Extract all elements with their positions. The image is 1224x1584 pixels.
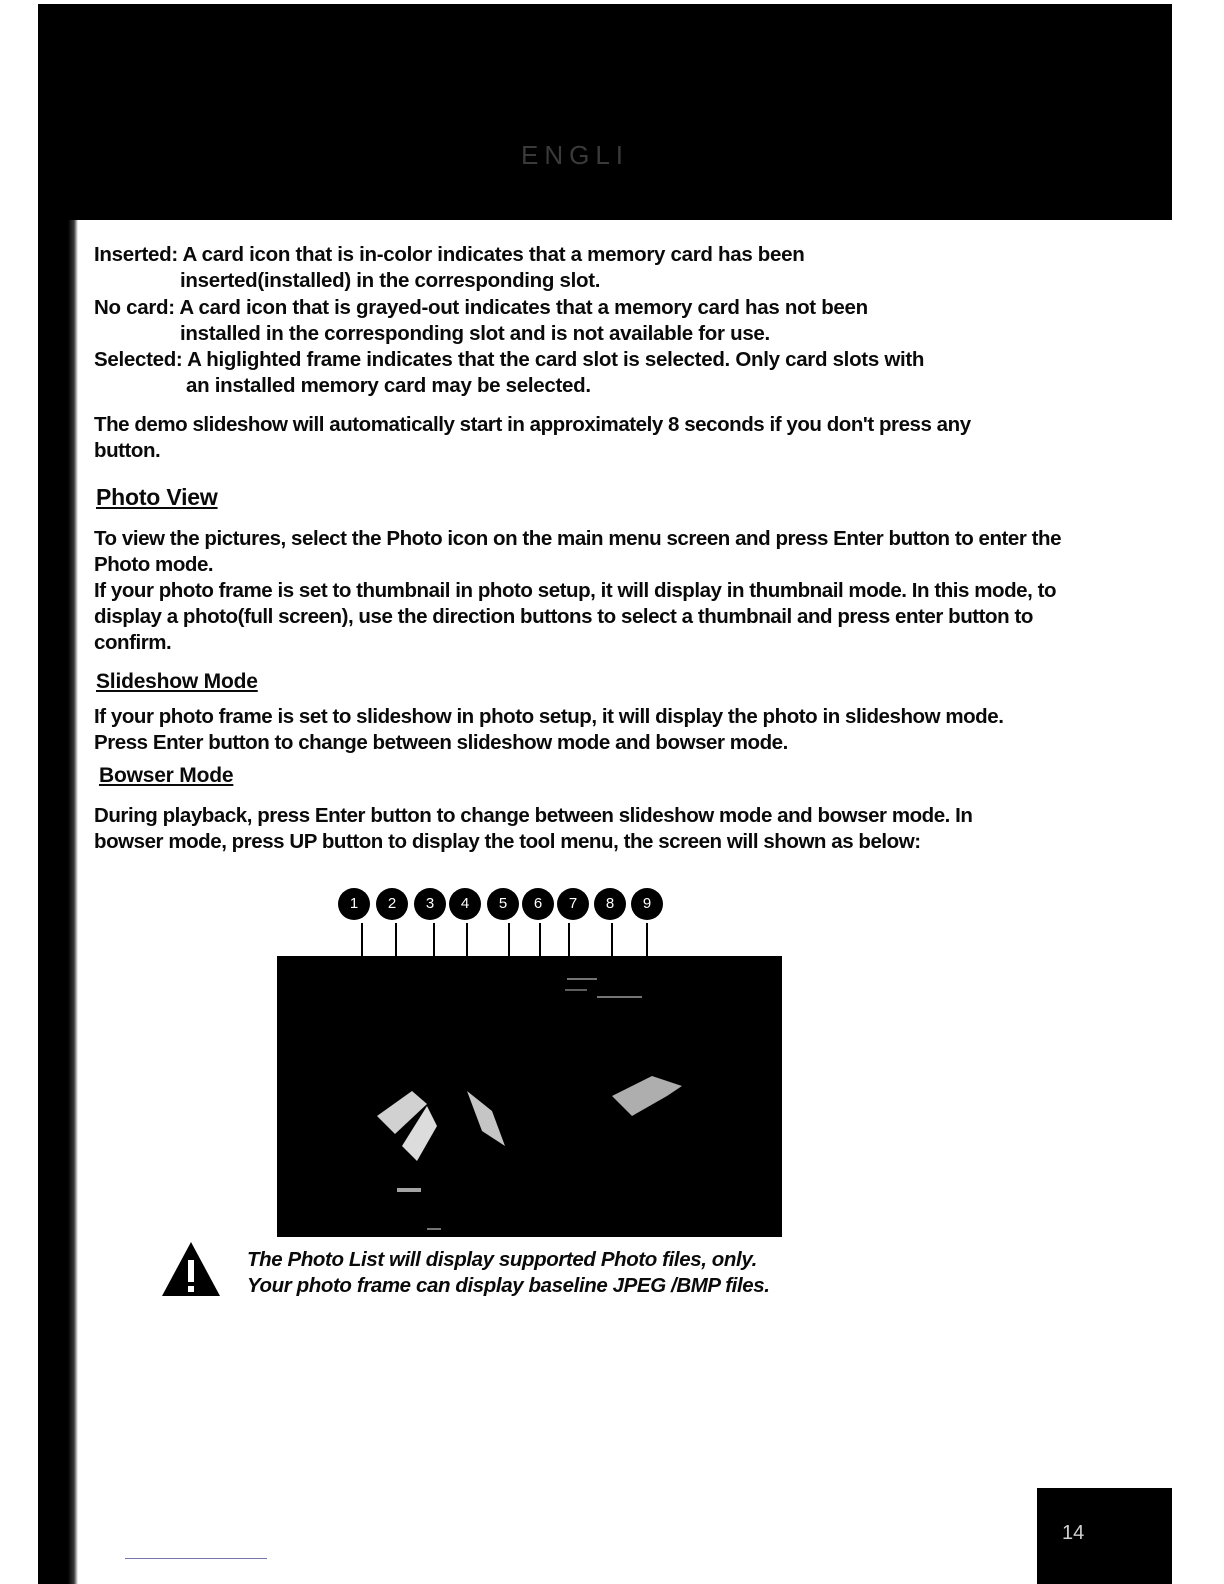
slideshow-mode-heading: Slideshow Mode — [96, 670, 258, 693]
callout-2: 2 — [376, 888, 408, 920]
callout-leader-1 — [361, 923, 363, 957]
photo-list-note — [247, 1247, 770, 1299]
bowser-mode-heading: Bowser Mode — [99, 764, 234, 787]
page-margin — [0, 0, 38, 1584]
callout-7: 7 — [557, 888, 589, 920]
scan-binding-shadow — [38, 4, 78, 1584]
status-selected-line2: an installed memory card may be selected. — [186, 374, 591, 397]
status-selected-line1: Selected: A higlighted frame indicates that the card slot is selected. Only card slots with — [94, 348, 925, 371]
callout-leader-2 — [395, 923, 397, 957]
browser-mode-screenshot — [277, 956, 782, 1237]
callout-5: 5 — [487, 888, 519, 920]
callout-leader-8 — [611, 923, 613, 957]
page-number-tab — [1037, 1488, 1172, 1584]
photo-view-para2: If your photo frame is set to thumbnail in photo setup, it will display in thumbnail mode. In this mode, to display a photo(full screen), use the direction buttons to select a thumbnail and press enter button to confirm. — [94, 579, 1057, 654]
callout-1: 1 — [338, 888, 370, 920]
bowser-mode-para: During playback, press Enter button to change between slideshow mode and bowser mode. In bowser mode, press UP button to display the tool menu, the screen will shown as below: — [94, 804, 973, 853]
demo-paragraph: The demo slideshow will automatically start in approximately 8 seconds if you don't press any button. — [94, 413, 971, 462]
status-selected — [94, 347, 924, 399]
screenshot-photo — [277, 956, 782, 1237]
callout-leader-5 — [508, 923, 510, 957]
callout-leader-9 — [646, 923, 648, 957]
note-line2: Your photo frame can display baseline JPEG /BMP files. — [247, 1274, 770, 1297]
callout-8: 8 — [594, 888, 626, 920]
header-band — [38, 4, 1172, 220]
header-ghost-text: ENGLI — [520, 140, 630, 170]
callout-9: 9 — [631, 888, 663, 920]
status-no-card — [94, 295, 868, 347]
page-number: 14 — [1062, 1522, 1085, 1544]
document-page — [38, 4, 1172, 1584]
callout-leader-4 — [466, 923, 468, 957]
footer-rule — [125, 1558, 267, 1559]
warning-icon — [160, 1240, 222, 1298]
callout-3: 3 — [414, 888, 446, 920]
status-inserted — [94, 242, 804, 294]
status-no-card-line1: No card: A card icon that is grayed-out indicates that a memory card has not been — [94, 296, 868, 319]
slideshow-mode-para: If your photo frame is set to slideshow in photo setup, it will display the photo in slideshow mode. Press Enter button to change between slideshow mode and bowser mode. — [94, 705, 1004, 754]
callout-6: 6 — [522, 888, 554, 920]
status-inserted-line1: Inserted: A card icon that is in-color indicates that a memory card has been — [94, 243, 805, 266]
photo-view-heading: Photo View — [96, 484, 218, 510]
callout-leader-6 — [539, 923, 541, 957]
callout-leader-3 — [433, 923, 435, 957]
note-line1: The Photo List will display supported Photo files, only. — [247, 1248, 757, 1271]
callout-leader-7 — [568, 923, 570, 957]
callout-4: 4 — [449, 888, 481, 920]
status-no-card-line2: installed in the corresponding slot and is not available for use. — [180, 322, 770, 345]
photo-view-para1: To view the pictures, select the Photo icon on the main menu screen and press Enter button to enter the Photo mode. — [94, 527, 1062, 576]
page-right-margin — [1158, 220, 1172, 1584]
status-inserted-line2: inserted(installed) in the corresponding slot. — [180, 269, 601, 292]
